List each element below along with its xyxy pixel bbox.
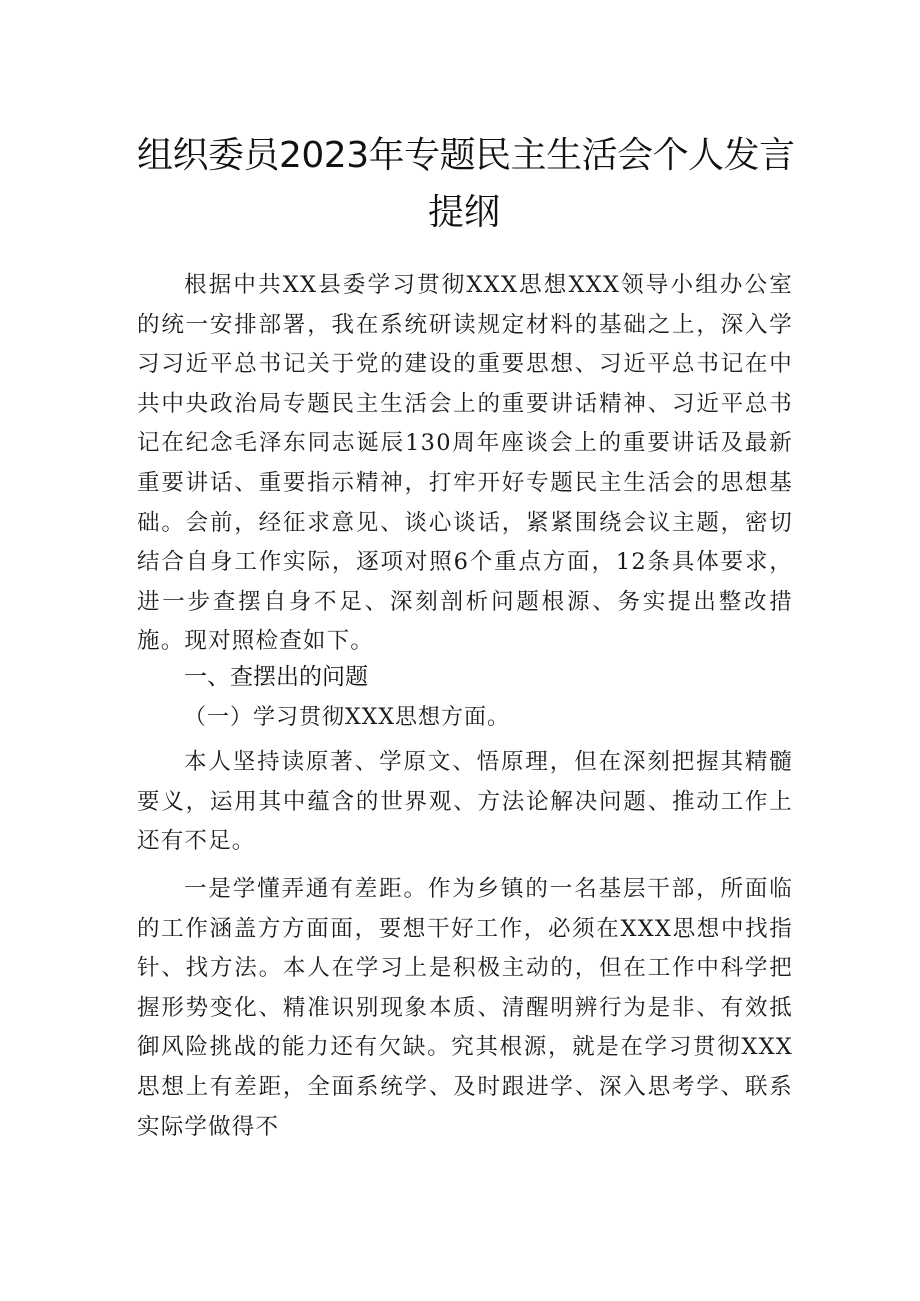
section-heading-problems: 一、查摆出的问题	[184, 664, 368, 690]
intro-paragraph: 根据中共XX县委学习贯彻XXX思想XXX领导小组办公室的统一安排部署，我在系统研读规定材料的基础之上，深入学习习近平总书记关于党的建设的重要思想、习近平总书记在中共中央政治局专题民主生活会上的重要讲话精神、习近平总书记在纪念毛泽东同志诞辰130周年座谈会上的重要讲话及最新重要讲话、重要指示精神，打牢开好专题民主生活会的思想基础。会前，经征求意见、谈心谈话，紧紧围绕会议主题，密切结合自身工作实际，逐项对照6个重点方面，12条具体要求，进一步查摆自身不足、深刻剖析问题根源、务实提出整改措施。现对照检查如下。	[137, 272, 793, 655]
document-title-line2: 提纲	[427, 192, 500, 233]
subsection-paragraph-2: 一是学懂弄通有差距。作为乡镇的一名基层干部，所面临的工作涵盖方方面面，要想干好工作，必须在XXX思想中找指针、找方法。本人在学习上是积极主动的，但在工作中科学把握形势变化、精准识别现象本质、清醒明辨行为是非、有效抵御风险挑战的能力还有欠缺。究其根源，就是在学习贯彻XXX思想上有差距，全面系统学、及时跟进学、深入思考学、联系实际学做得不	[137, 876, 793, 1140]
subsection-paragraph-1: 本人坚持读原著、学原文、悟原理，但在深刻把握其精髓要义，运用其中蕴含的世界观、方法论解决问题、推动工作上还有不足。	[137, 749, 793, 855]
document-title-line1: 组织委员2023年专题民主生活会个人发言	[137, 135, 795, 176]
subsection-heading-study: （一）学习贯彻XXX思想方面。	[184, 705, 510, 730]
